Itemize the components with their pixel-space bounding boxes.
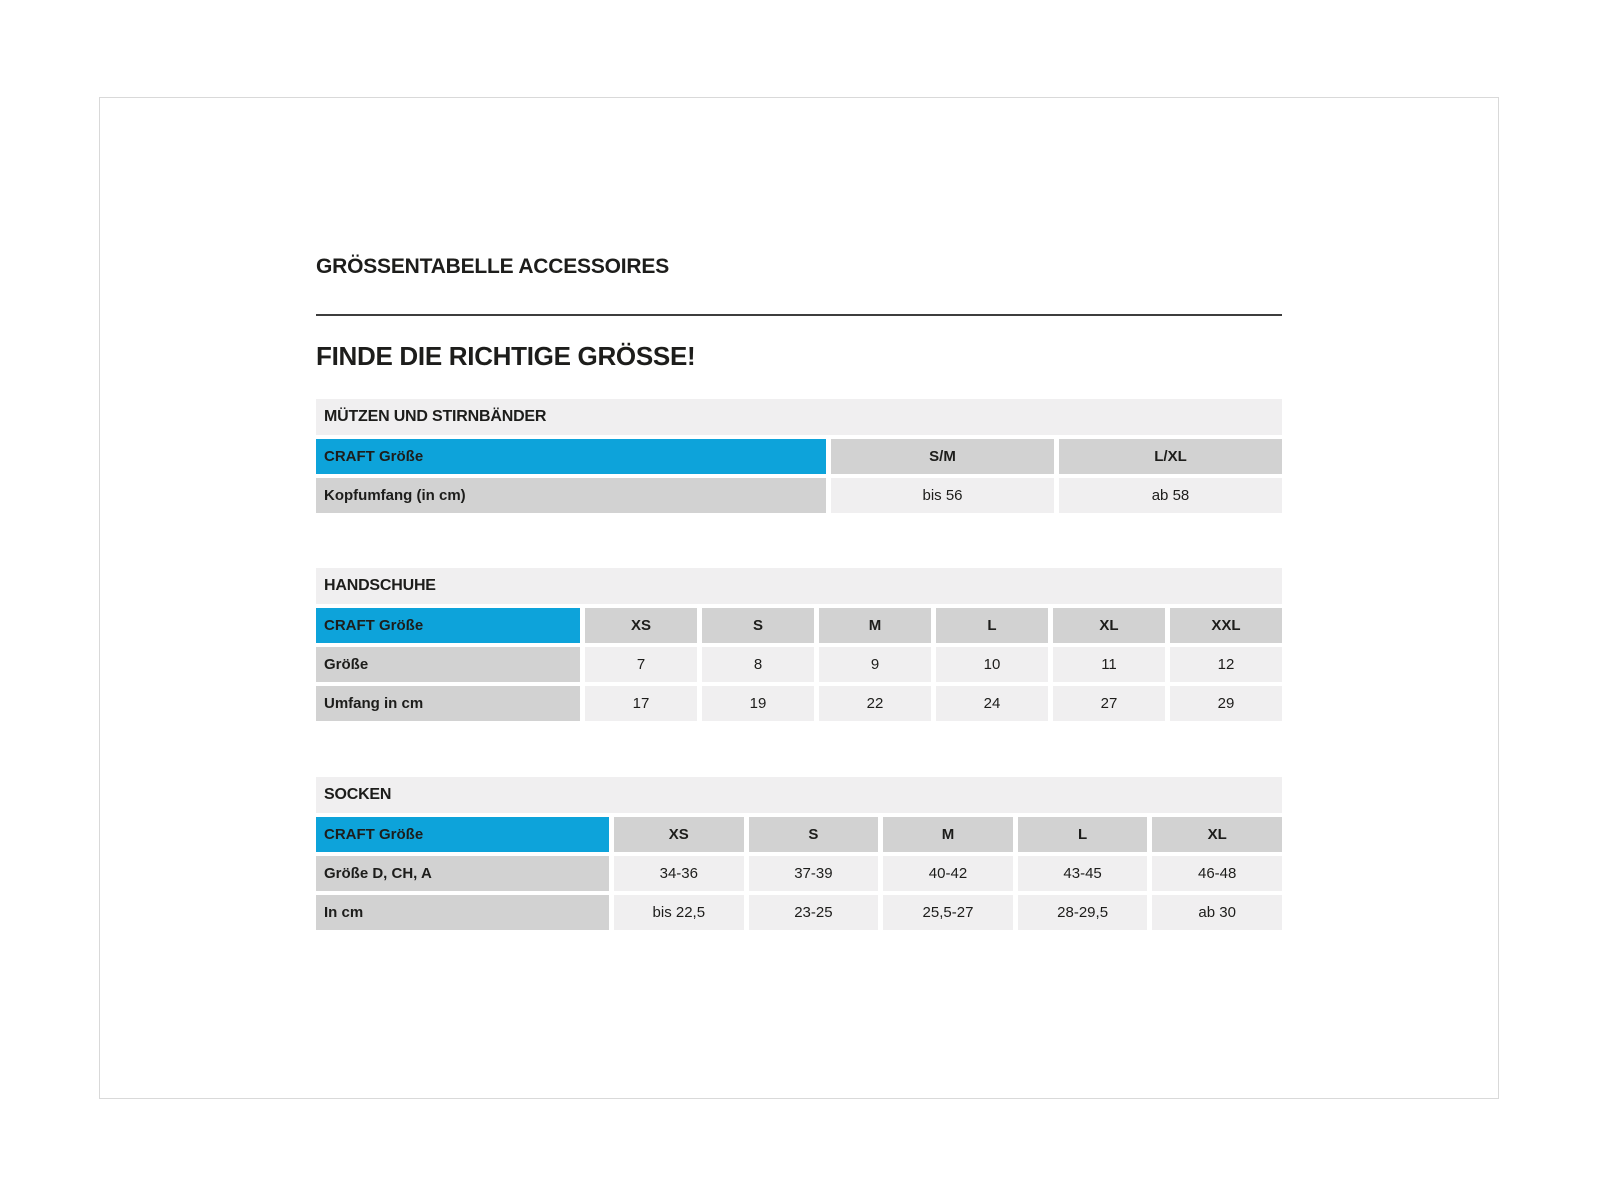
page-title: GRÖSSENTABELLE ACCESSOIRES — [316, 255, 670, 278]
size-column-header: XS — [585, 608, 697, 643]
size-value: 12 — [1170, 647, 1282, 682]
table-data-row — [316, 895, 1282, 930]
size-value: 28-29,5 — [1018, 895, 1148, 930]
size-value: 11 — [1053, 647, 1165, 682]
size-value: ab 30 — [1152, 895, 1282, 930]
size-column-header: XL — [1152, 817, 1282, 852]
size-column-header: XL — [1053, 608, 1165, 643]
table-section-title: MÜTZEN UND STIRNBÄNDER — [316, 399, 1282, 435]
table-data-row — [316, 478, 1282, 513]
title-divider — [316, 314, 1282, 316]
size-value: 25,5-27 — [883, 895, 1013, 930]
size-column-header: S/M — [831, 439, 1054, 474]
craft-size-label: CRAFT Größe — [316, 817, 609, 852]
size-tables-container — [316, 399, 1282, 930]
size-table-handschuhe — [316, 568, 1282, 721]
row-label: In cm — [316, 895, 609, 930]
size-value: 8 — [702, 647, 814, 682]
size-column-header: S — [702, 608, 814, 643]
size-value: 17 — [585, 686, 697, 721]
size-value: 10 — [936, 647, 1048, 682]
size-column-header: L — [936, 608, 1048, 643]
size-table-muetzen-und-stirnbaender — [316, 399, 1282, 513]
craft-size-label: CRAFT Größe — [316, 608, 580, 643]
page-subtitle: FINDE DIE RICHTIGE GRÖSSE! — [316, 341, 696, 371]
size-column-header: L — [1018, 817, 1148, 852]
size-column-header: XS — [614, 817, 744, 852]
size-column-header: XXL — [1170, 608, 1282, 643]
size-value: 19 — [702, 686, 814, 721]
size-value: 40-42 — [883, 856, 1013, 891]
row-label: Größe — [316, 647, 580, 682]
size-value: 9 — [819, 647, 931, 682]
table-data-row — [316, 647, 1282, 682]
row-label: Kopfumfang (in cm) — [316, 478, 826, 513]
size-value: 46-48 — [1152, 856, 1282, 891]
craft-size-label: CRAFT Größe — [316, 439, 826, 474]
size-value: 7 — [585, 647, 697, 682]
size-value: 23-25 — [749, 895, 879, 930]
table-header-row — [316, 439, 1282, 474]
row-label: Größe D, CH, A — [316, 856, 609, 891]
size-value: bis 56 — [831, 478, 1054, 513]
table-header-row — [316, 608, 1282, 643]
size-value: ab 58 — [1059, 478, 1282, 513]
size-value: 22 — [819, 686, 931, 721]
table-data-row — [316, 686, 1282, 721]
table-data-row — [316, 856, 1282, 891]
size-value: 29 — [1170, 686, 1282, 721]
size-value: 27 — [1053, 686, 1165, 721]
size-table-socken — [316, 777, 1282, 930]
size-value: 34-36 — [614, 856, 744, 891]
size-column-header: S — [749, 817, 879, 852]
size-value: 43-45 — [1018, 856, 1148, 891]
row-label: Umfang in cm — [316, 686, 580, 721]
size-column-header: M — [819, 608, 931, 643]
size-value: 24 — [936, 686, 1048, 721]
table-header-row — [316, 817, 1282, 852]
table-section-title: HANDSCHUHE — [316, 568, 1282, 604]
size-value: 37-39 — [749, 856, 879, 891]
size-value: bis 22,5 — [614, 895, 744, 930]
size-column-header: M — [883, 817, 1013, 852]
table-section-title: SOCKEN — [316, 777, 1282, 813]
size-column-header: L/XL — [1059, 439, 1282, 474]
